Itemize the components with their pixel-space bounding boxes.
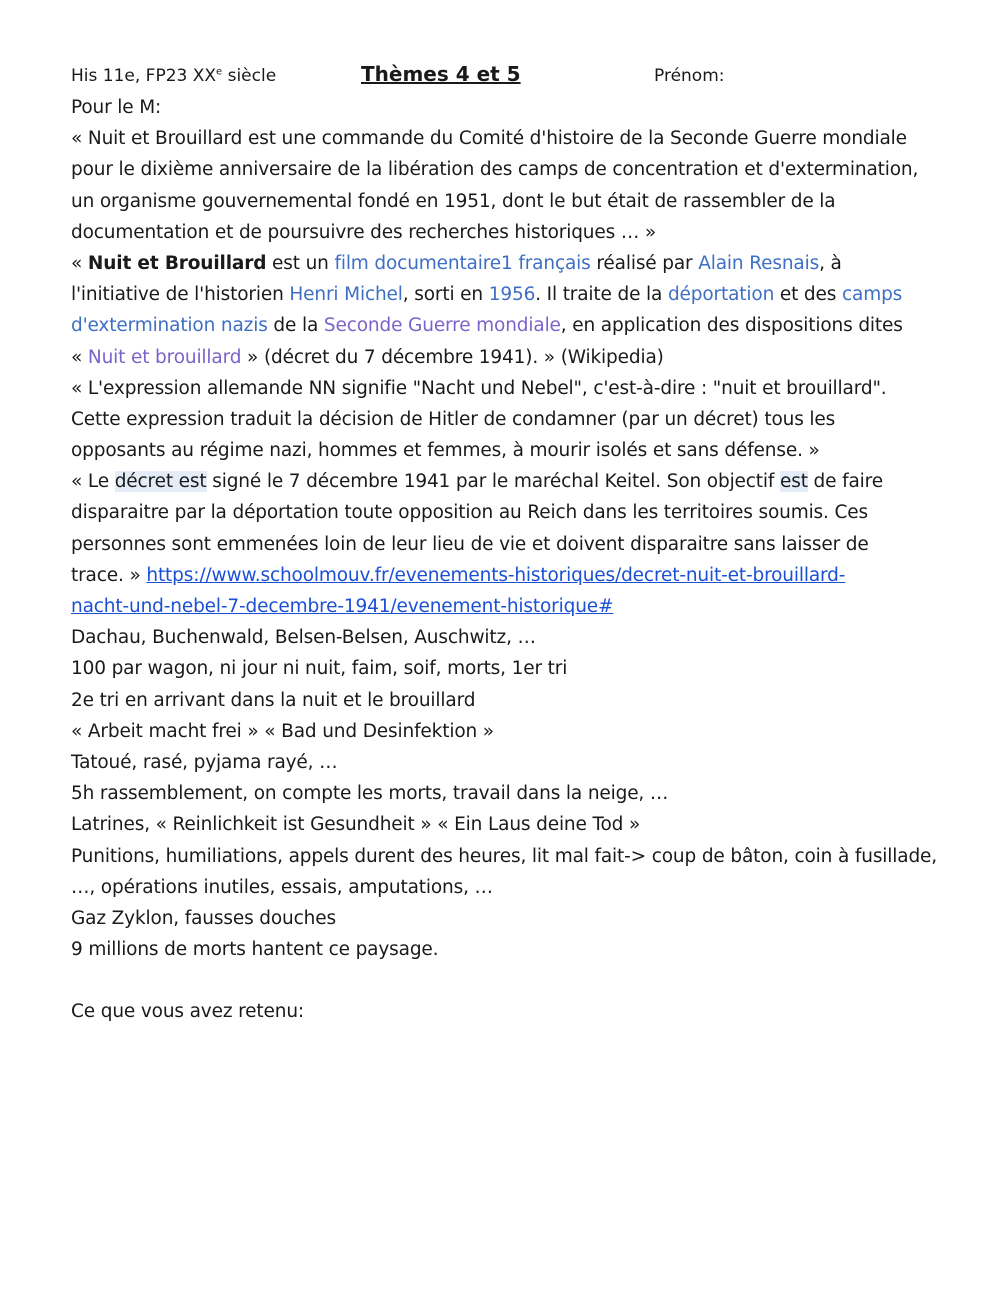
link-seconde-guerre-mondiale[interactable]: Seconde Guerre mondiale <box>323 315 561 337</box>
quote4-line: trace. » https://www.schoolmouv.fr/evenements-historiques/decret-nuit-et-brouillard- <box>71 564 846 586</box>
link-camps[interactable]: camps <box>841 284 903 306</box>
quote4-line <box>71 591 931 622</box>
quote2-line: d'extermination nazis de la Seconde Guerre mondiale, en application des dispositions dites <box>71 315 903 337</box>
link-nuit-et-brouillard[interactable]: Nuit et brouillard <box>87 346 242 368</box>
note-line: Punitions, humiliations, appels durent des heures, lit mal fait-> coup de bâton, coin à fusillade, <box>71 845 938 867</box>
blank-line <box>71 965 931 996</box>
quote3-line: Cette expression traduit la décision de Hitler de condamner (par un décret) tous les <box>71 408 836 430</box>
quote2-line: « Nuit et Brouillard est un film documentaire1 français réalisé par Alain Resnais, à <box>71 252 842 274</box>
retenu-prompt: Ce que vous avez retenu: <box>71 1001 304 1023</box>
quote1-line: un organisme gouvernemental fondé en 1951, dont le but était de rassembler de la <box>71 190 836 212</box>
note-line: 5h rassemblement, on compte les morts, travail dans la neige, … <box>71 783 669 805</box>
quote1-line: pour le dixième anniversaire de la libération des camps de concentration et d'extermination, <box>71 159 919 181</box>
link-camps-extermination[interactable]: d'extermination nazis <box>71 315 268 337</box>
quote2-line: l'initiative de l'historien Henri Michel, sorti en 1956. Il traite de la déportation et des camps <box>71 284 903 306</box>
quote2-line: « Nuit et brouillard » (décret du 7 décembre 1941). » (Wikipedia) <box>71 346 664 368</box>
prenom-field-label: Prénom: <box>654 66 725 86</box>
quote4-line: personnes sont emmenées loin de leur lieu de vie et doivent disparaitre sans laisser de <box>71 533 869 555</box>
note-line: Gaz Zyklon, fausses douches <box>71 907 336 929</box>
link-henri-michel[interactable]: Henri Michel <box>289 284 403 306</box>
link-alain-resnais[interactable]: Alain Resnais <box>698 252 820 274</box>
note-line: 9 millions de morts hantent ce paysage. <box>71 939 439 961</box>
film-title-bold: Nuit et Brouillard <box>87 252 267 274</box>
schoolmouv-link[interactable]: https://www.schoolmouv.fr/evenements-historiques/decret-nuit-et-brouillard- <box>146 564 846 586</box>
note-line: Dachau, Buchenwald, Belsen-Belsen, Auschwitz, … <box>71 627 536 649</box>
note-line: Latrines, « Reinlichkeit ist Gesundheit » « Ein Laus deine Tod » <box>71 814 641 836</box>
document-body <box>71 92 938 1028</box>
note-line: Tatoué, rasé, pyjama rayé, … <box>71 751 338 773</box>
quote1-line: « Nuit et Brouillard est une commande du Comité d'histoire de la Seconde Guerre mondiale <box>71 128 907 150</box>
note-line: 2e tri en arrivant dans la nuit et le brouillard <box>71 689 476 711</box>
quote3-line: opposants au régime nazi, hommes et femmes, à mourir isolés et sans défense. » <box>71 440 820 462</box>
note-line: 100 par wagon, ni jour ni nuit, faim, soif, morts, 1er tri <box>71 658 568 680</box>
document-header <box>71 62 931 90</box>
intro-line: Pour le M: <box>71 97 162 118</box>
note-line: « Arbeit macht frei » « Bad und Desinfektion » <box>71 720 494 742</box>
schoolmouv-link-continued[interactable]: nacht-und-nebel-7-decembre-1941/evenement-historique# <box>71 596 614 617</box>
course-label: His 11e, FP23 XXe siècle <box>71 66 277 86</box>
highlight-est: est <box>780 471 808 493</box>
document-title: Thèmes 4 et 5 <box>361 62 521 86</box>
quote4-line: « Le décret est signé le 7 décembre 1941 par le maréchal Keitel. Son objectif est de faire <box>71 471 883 493</box>
quote4-line: disparaitre par la déportation toute opposition au Reich dans les territoires soumis. Ces <box>71 502 868 524</box>
link-1956[interactable]: 1956 <box>488 284 536 306</box>
link-deportation[interactable]: déportation <box>667 284 775 306</box>
highlight-decret-est: décret est <box>114 471 207 493</box>
quote1-line: documentation et de poursuivre des recherches historiques … » <box>71 221 657 243</box>
link-film-documentaire[interactable]: film documentaire1 français <box>334 252 591 274</box>
note-line: …, opérations inutiles, essais, amputations, … <box>71 876 493 898</box>
quote3-line: « L'expression allemande NN signifie "Nacht und Nebel", c'est-à-dire : "nuit et brouillard". <box>71 377 887 399</box>
